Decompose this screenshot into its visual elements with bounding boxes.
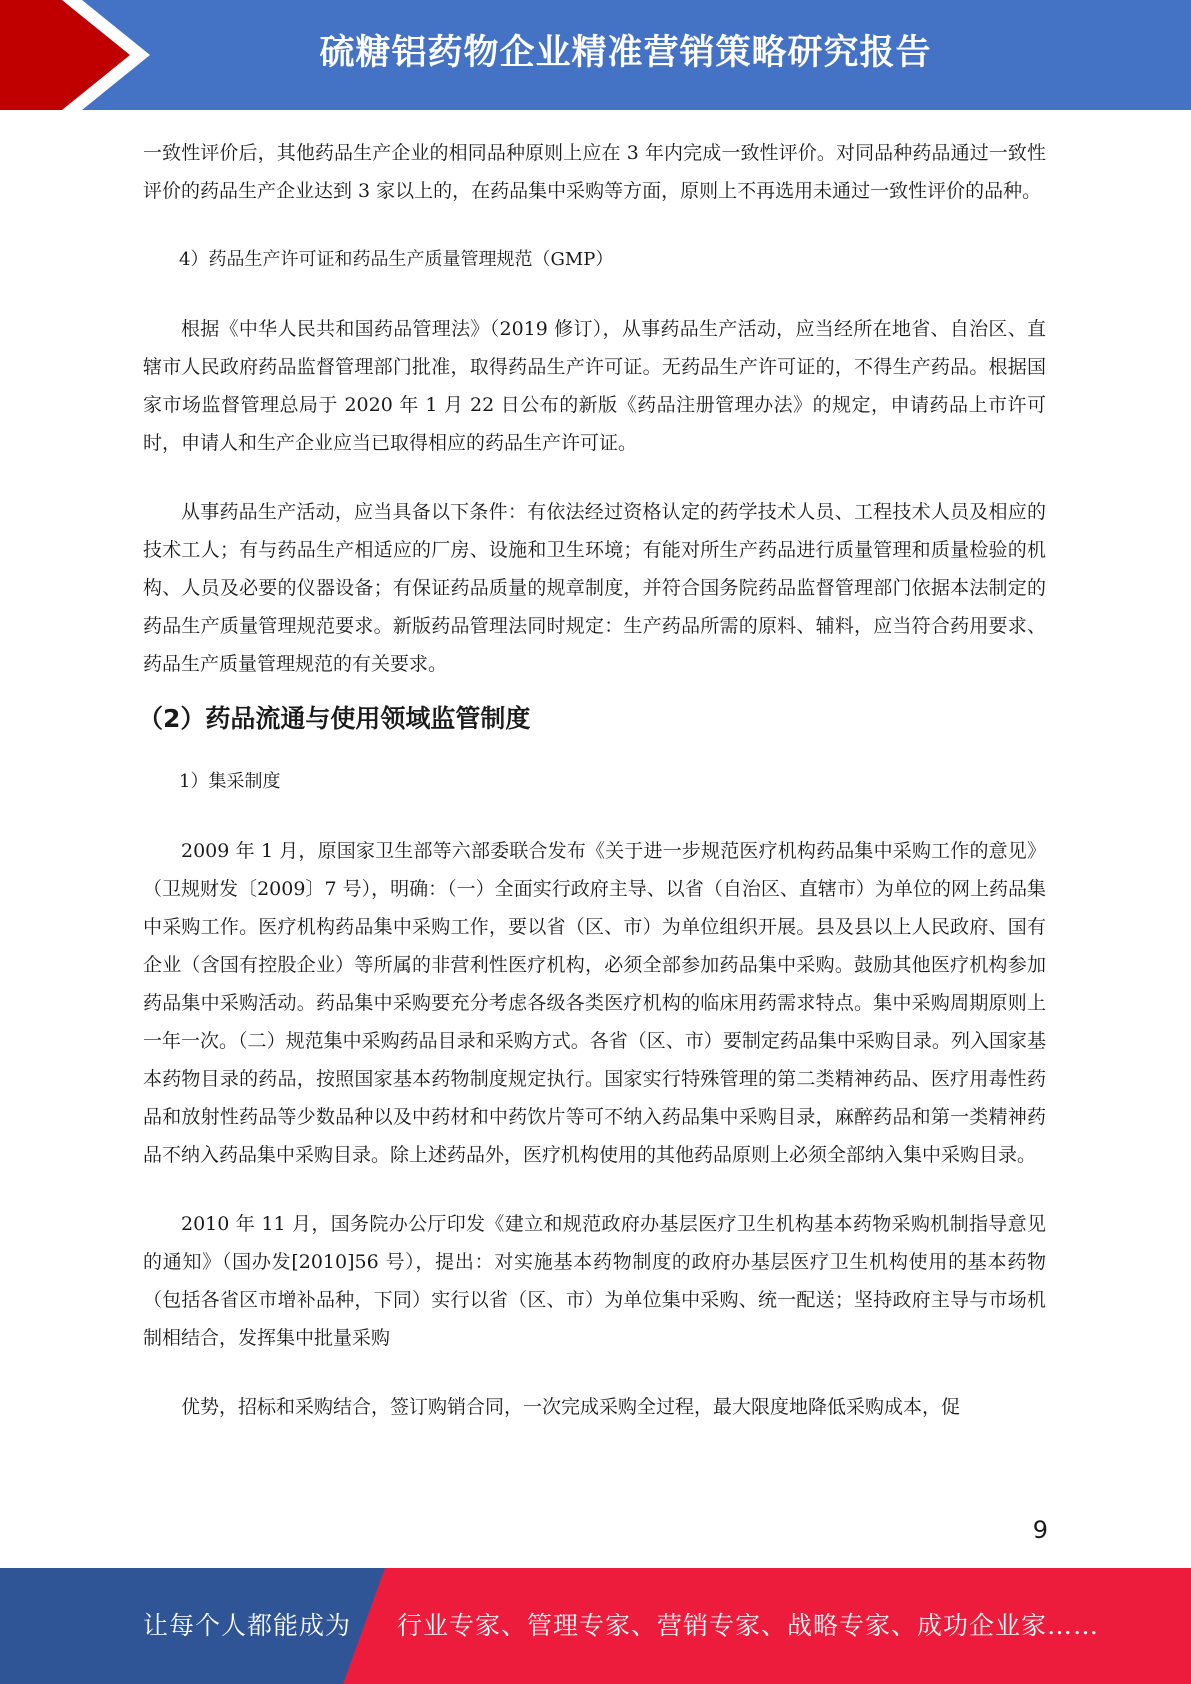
paragraph-procurement-3: 优势，招标和采购结合，签订购销合同，一次完成采购全过程，最大限度地降低采购成本，促 (181, 1396, 961, 1418)
section-heading: （2）药品流通与使用领域监管制度 (138, 704, 531, 733)
footer-slogan-right: 行业专家、管理专家、营销专家、战略专家、成功企业家…… (397, 1611, 1100, 1640)
subheading-procurement: 1）集采制度 (179, 771, 281, 792)
footer-slogan-left: 让每个人都能成为 (143, 1611, 352, 1640)
paragraph-gmp-1: 根据《中华人民共和国药品管理法》（2019 修订），从事药品生产活动，应当经所在地省、自治区、直辖市人民政府药品监督管理部门批准，取得药品生产许可证。无药品生产许可证的，不得生产药品。根据国家市场监督管理总局于 2020 年 1 月 22 日公布的新版《药品注册管理办法》的规定，申请药品上市许可时，申请人和生产企业应当已取得相应的药品生产许可证。 (143, 318, 1046, 454)
page-content (138, 134, 1046, 1426)
header-chevron-icon (0, 0, 160, 110)
paragraph-procurement-1: 2009 年 1 月，原国家卫生部等六部委联合发布《关于进一步规范医疗机构药品集中采购工作的意见》（卫规财发〔2009〕7 号），明确：（一）全面实行政府主导、以省（自治区、直辖市）为单位的网上药品集中采购工作。医疗机构药品集中采购工作，要以省（区、市）为单位组织开展。县及县以上人民政府、国有企业（含国有控股企业）等所属的非营利性医疗机构，必须全部参加药品集中采购。鼓励其他医疗机构参加药品集中采购活动。药品集中采购要充分考虑各级各类医疗机构的临床用药需求特点。集中采购周期原则上一年一次。（二）规范集中采购药品目录和采购方式。各省（区、市）要制定药品集中采购目录。列入国家基本药物目录的药品，按照国家基本药物制度规定执行。国家实行特殊管理的第二类精神药品、医疗用毒性药品和放射性药品等少数品种以及中药材和中药饮片等可不纳入药品集中采购目录，麻醉药品和第一类精神药品不纳入药品集中采购目录。除上述药品外，医疗机构使用的其他药品原则上必须全部纳入集中采购目录。 (143, 840, 1046, 1166)
report-title: 硫糖铝药物企业精准营销策略研究报告 (319, 33, 932, 73)
subheading-gmp: 4）药品生产许可证和药品生产质量管理规范（GMP） (179, 249, 614, 270)
paragraph-continued: 一致性评价后，其他药品生产企业的相同品种原则上应在 3 年内完成一致性评价。对同品种药品通过一致性评价的药品生产企业达到 3 家以上的，在药品集中采购等方面，原则上不再选用未通过一致性评价的品种。 (143, 142, 1046, 202)
page-footer (0, 1568, 1191, 1684)
page-number: 9 (1032, 1516, 1048, 1544)
paragraph-gmp-2: 从事药品生产活动，应当具备以下条件：有依法经过资格认定的药学技术人员、工程技术人员及相应的技术工人；有与药品生产相适应的厂房、设施和卫生环境；有能对所生产药品进行质量管理和质量检验的机构、人员及必要的仪器设备；有保证药品质量的规章制度，并符合国务院药品监督管理部门依据本法制定的药品生产质量管理规范要求。新版药品管理法同时规定：生产药品所需的原料、辅料，应当符合药用要求、药品生产质量管理规范的有关要求。 (143, 501, 1046, 675)
paragraph-procurement-2: 2010 年 11 月，国务院办公厅印发《建立和规范政府办基层医疗卫生机构基本药物采购机制指导意见的通知》（国办发[2010]56 号），提出：对实施基本药物制度的政府办基层医疗卫生机构使用的基本药物（包括各省区市增补品种，下同）实行以省（区、市）为单位集中采购、统一配送；坚持政府主导与市场机制相结合，发挥集中批量采购 (143, 1213, 1046, 1349)
page-header (0, 0, 1191, 110)
